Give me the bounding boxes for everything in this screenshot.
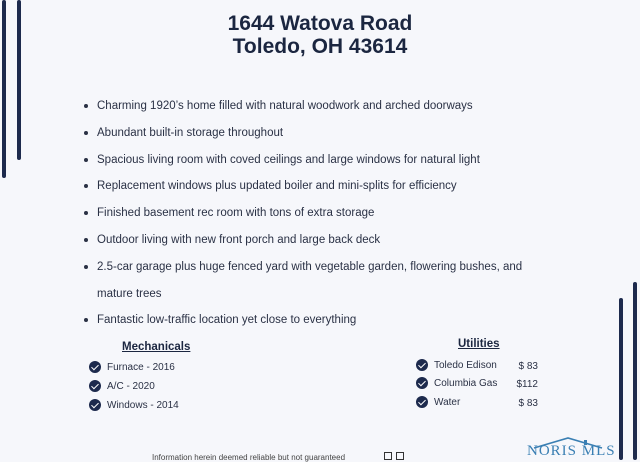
check-circle-icon bbox=[416, 359, 428, 371]
mechanical-label: Furnace - 2016 bbox=[107, 361, 175, 373]
realtor-icon bbox=[396, 452, 404, 460]
feature-item: Charming 1920’s home filled with natural woodwork and arched doorways bbox=[82, 93, 552, 120]
mechanical-item bbox=[89, 380, 155, 392]
check-circle-icon bbox=[416, 377, 428, 389]
feature-item: Spacious living room with coved ceilings and large windows for natural light bbox=[82, 147, 552, 174]
property-address bbox=[0, 12, 640, 58]
check-circle-icon bbox=[89, 380, 101, 392]
feature-item: Replacement windows plus updated boiler and mini-splits for efficiency bbox=[82, 173, 552, 200]
check-circle-icon bbox=[416, 396, 428, 408]
feature-item: Fantastic low-traffic location yet close to everything bbox=[82, 307, 552, 334]
feature-item: Outdoor living with new front porch and large back deck bbox=[82, 227, 552, 254]
mechanical-label: A/C - 2020 bbox=[107, 380, 155, 392]
utility-item bbox=[416, 359, 497, 371]
utility-name: Toledo Edison bbox=[434, 359, 497, 371]
mechanicals-heading: Mechanicals bbox=[122, 341, 191, 353]
mechanical-item bbox=[89, 361, 175, 373]
mechanical-item bbox=[89, 399, 179, 411]
utility-amount: $112 bbox=[516, 379, 538, 390]
check-circle-icon bbox=[89, 399, 101, 411]
equal-housing-icon bbox=[384, 452, 392, 460]
utility-item bbox=[416, 377, 497, 389]
right-accent-bar-2 bbox=[633, 282, 637, 460]
check-circle-icon bbox=[89, 361, 101, 373]
address-street: 1644 Watova Road bbox=[227, 12, 413, 35]
utility-name: Columbia Gas bbox=[434, 377, 498, 389]
utilities-heading: Utilities bbox=[458, 338, 500, 350]
utility-name: Water bbox=[434, 396, 461, 408]
feature-item: 2.5-car garage plus huge fenced yard with vegetable garden, flowering bushes, and mature trees bbox=[82, 254, 552, 308]
utility-amount: $ 83 bbox=[518, 361, 538, 372]
address-city: Toledo, OH 43614 bbox=[232, 35, 408, 58]
utility-amount: $ 83 bbox=[518, 398, 538, 409]
feature-list bbox=[82, 93, 552, 334]
utility-item bbox=[416, 396, 460, 408]
mechanical-label: Windows - 2014 bbox=[107, 399, 179, 411]
feature-item: Finished basement rec room with tons of extra storage bbox=[82, 200, 552, 227]
feature-item: Abundant built-in storage throughout bbox=[82, 120, 552, 147]
noris-mls-logo: NORIS MLS bbox=[527, 443, 616, 459]
disclaimer-text: Information herein deemed reliable but not guaranteed bbox=[152, 453, 346, 462]
